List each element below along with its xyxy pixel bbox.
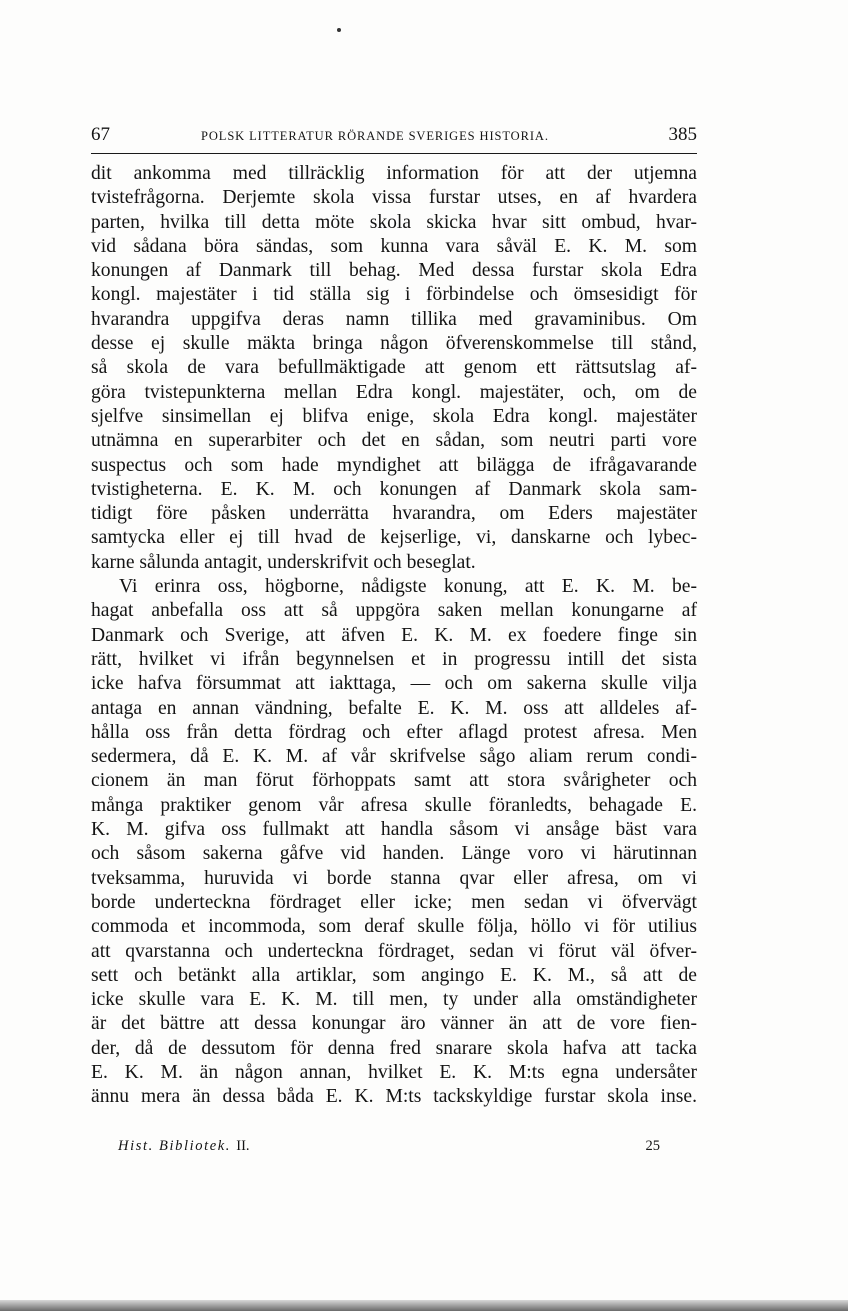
text-line: tveksamma, huruvida vi borde stanna qvar eller afresa, om vi bbox=[91, 867, 697, 889]
text-line: så skola de vara befullmäktigade att genom ett rättsutslag af- bbox=[91, 357, 697, 379]
text-line: K. M. gifva oss fullmakt att handla såsom vi ansåge bäst vara bbox=[91, 819, 697, 841]
running-head bbox=[91, 124, 697, 148]
running-title: POLSK LITTERATUR RÖRANDE SVERIGES HISTORIA. bbox=[201, 129, 549, 143]
page-number: 385 bbox=[668, 124, 697, 145]
text-line: desse ej skulle mäkta bringa någon öfverenskommelse till stånd, bbox=[91, 333, 697, 355]
text-line: tidigt före påsken underrätta hvarandra, om Eders majestäter bbox=[91, 503, 697, 525]
signature-volume: II. bbox=[236, 1138, 250, 1154]
text-line: suspectus och som hade myndighet att bilägga de ifrågavarande bbox=[91, 454, 697, 476]
signature-title bbox=[118, 1138, 250, 1155]
text-line: kongl. majestäter i tid ställa sig i förbindelse och ömsesidigt för bbox=[91, 284, 697, 306]
text-line: antaga en annan vändning, befalte E. K. M. oss att alldeles af- bbox=[91, 697, 697, 719]
text-line: att qvarstanna och underteckna fördraget, sedan vi förut väl öfver- bbox=[91, 940, 697, 962]
text-line: commoda et incommoda, som deraf skulle följa, höllo vi för utilius bbox=[91, 916, 697, 938]
text-line: hvarandra uppgifva deras namn tillika med gravaminibus. Om bbox=[91, 308, 697, 330]
text-line: många praktiker genom vår afresa skulle föranledts, behagade E. bbox=[91, 794, 697, 816]
signature-number: 25 bbox=[645, 1138, 660, 1154]
text-line: och såsom sakerna gåfve vid handen. Länge voro vi härutinnan bbox=[91, 843, 697, 865]
text-line: samtycka eller ej till hvad de kejserlige, vi, danskarne och lybec- bbox=[91, 527, 697, 549]
text-line: konungen af Danmark till behag. Med dessa furstar skola Edra bbox=[91, 260, 697, 282]
text-line: icke hafva försummat att iakttaga, — och om sakerna skulle vilja bbox=[91, 673, 697, 695]
text-line: tvistefrågorna. Derjemte skola vissa furstar utses, en af hvardera bbox=[91, 187, 697, 209]
signature-title-text: Hist. Bibliotek. bbox=[118, 1138, 231, 1154]
text-line: hagat anbefalla oss att så uppgöra saken mellan konungarne af bbox=[91, 600, 697, 622]
text-line: parten, hvilka till detta möte skola skicka hvar sitt ombud, hvar- bbox=[91, 211, 697, 233]
scan-bottom-edge bbox=[0, 1300, 848, 1311]
text-line: göra tvistepunkterna mellan Edra kongl. majestäter, och, om de bbox=[91, 381, 697, 403]
signature-footer bbox=[118, 1138, 660, 1160]
text-line: borde underteckna fördraget eller icke; men sedan vi öfvervägt bbox=[91, 891, 697, 913]
text-line: cionem än man förut förhoppats samt att stora svårigheter och bbox=[91, 770, 697, 792]
text-line: utnämna en superarbiter och det en sådan, som neutri parti vore bbox=[91, 430, 697, 452]
text-line: dit ankomma med tillräcklig information för att der utjemna bbox=[91, 163, 697, 184]
text-line: rätt, hvilket vi ifrån begynnelsen et in progressu intill det sista bbox=[91, 648, 697, 670]
header-rule bbox=[91, 153, 697, 154]
text-line: sedermera, då E. K. M. af vår skrifvelse sågo aliam rerum condi- bbox=[91, 746, 697, 768]
text-line: tvistigheterna. E. K. M. och konungen af Danmark skola sam- bbox=[91, 478, 697, 500]
text-line: der, då de dessutom för denna fred snarare skola hafva att tacka bbox=[91, 1037, 697, 1059]
text-line: vid sådana böra sändas, som kunna vara såväl E. K. M. som bbox=[91, 235, 697, 257]
text-line-paragraph-end: karne sålunda antagit, underskrifvit och beseglat. bbox=[91, 551, 476, 573]
text-line: ännu mera än dessa båda E. K. M:ts tackskyldige furstar skola inse. bbox=[91, 1086, 697, 1108]
text-line: sjelfve sinsimellan ej blifva enige, skola Edra kongl. majestäter bbox=[91, 405, 697, 427]
text-line: är det bättre att dessa konungar äro vänner än att de vore fien- bbox=[91, 1013, 697, 1035]
body-text bbox=[91, 162, 697, 1110]
ink-speck bbox=[337, 28, 341, 32]
text-line: Danmark och Sverige, att äfven E. K. M. ex foedere finge sin bbox=[91, 624, 697, 646]
text-line: hålla oss från detta fördrag och efter aflagd protest afresa. Men bbox=[91, 721, 697, 743]
folio-left: 67 bbox=[91, 124, 110, 145]
text-line: E. K. M. än någon annan, hvilket E. K. M:ts egna undersåter bbox=[91, 1061, 697, 1083]
text-line-paragraph-start: Vi erinra oss, högborne, nådigste konung, att E. K. M. be- bbox=[119, 576, 697, 598]
text-line: icke skulle vara E. K. M. till men, ty under alla omständigheter bbox=[91, 989, 697, 1011]
text-line: sett och betänkt alla artiklar, som angingo E. K. M., så att de bbox=[91, 964, 697, 986]
